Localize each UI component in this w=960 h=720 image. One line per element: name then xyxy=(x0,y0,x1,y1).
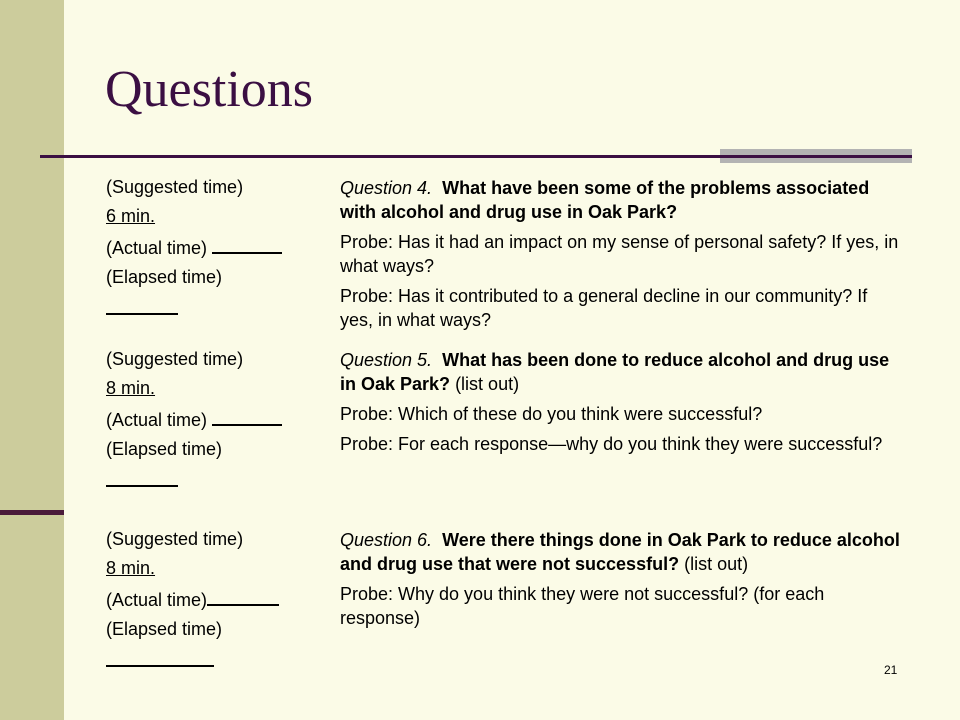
probe: Probe: For each response—why do you think they were successful? xyxy=(340,434,883,454)
actual-time-label: (Actual time) xyxy=(106,410,213,430)
question-number: Question 6. xyxy=(340,530,433,550)
probe: Probe: Has it contributed to a general decline in our community? If yes, in what ways? xyxy=(340,286,868,330)
question-5 xyxy=(340,348,900,396)
question-column xyxy=(340,176,900,338)
question-4 xyxy=(340,176,900,224)
question-text: Were there things done in Oak Park to reduce alcohol and drug use that were not successful? xyxy=(340,530,900,574)
question-suffix: (list out) xyxy=(679,554,749,574)
suggested-time-label: (Suggested time) xyxy=(106,529,244,549)
actual-time-blank xyxy=(207,586,279,606)
question-column xyxy=(340,528,900,636)
question-6 xyxy=(340,528,900,576)
left-bar-marker xyxy=(0,510,64,515)
question-column xyxy=(340,348,900,462)
probe: Probe: Which of these do you think were successful? xyxy=(340,404,763,424)
suggested-time-value: 6 min. xyxy=(106,206,156,226)
time-column xyxy=(106,528,326,679)
suggested-time-value: 8 min. xyxy=(106,558,156,578)
slide-title: Questions xyxy=(105,61,313,118)
elapsed-time-blank xyxy=(106,295,178,315)
suggested-time-label: (Suggested time) xyxy=(106,177,244,197)
elapsed-time-blank xyxy=(106,467,178,487)
suggested-time-value: 8 min. xyxy=(106,378,156,398)
probe: Probe: Why do you think they were not successful? (for each response) xyxy=(340,584,825,628)
title-rule-overline xyxy=(720,155,912,158)
time-column xyxy=(106,176,326,327)
left-accent-bar xyxy=(0,0,64,720)
question-suffix: (list out) xyxy=(450,374,520,394)
actual-time-blank xyxy=(212,234,282,254)
question-number: Question 4. xyxy=(340,178,433,198)
probe: Probe: Has it had an impact on my sense of personal safety? If yes, in what ways? xyxy=(340,232,899,276)
elapsed-time-label: (Elapsed time) xyxy=(106,267,223,287)
actual-time-blank xyxy=(212,406,282,426)
suggested-time-label: (Suggested time) xyxy=(106,349,244,369)
actual-time-label: (Actual time) xyxy=(106,590,208,610)
elapsed-time-blank xyxy=(106,647,214,667)
question-text: What have been some of the problems associated with alcohol and drug use in Oak Park? xyxy=(340,178,870,222)
time-column xyxy=(106,348,326,499)
question-number: Question 5. xyxy=(340,350,433,370)
page-number: 21 xyxy=(884,663,898,677)
elapsed-time-label: (Elapsed time) xyxy=(106,439,223,459)
actual-time-label: (Actual time) xyxy=(106,238,213,258)
elapsed-time-label: (Elapsed time) xyxy=(106,619,223,639)
question-text: What has been done to reduce alcohol and drug use in Oak Park? xyxy=(340,350,890,394)
